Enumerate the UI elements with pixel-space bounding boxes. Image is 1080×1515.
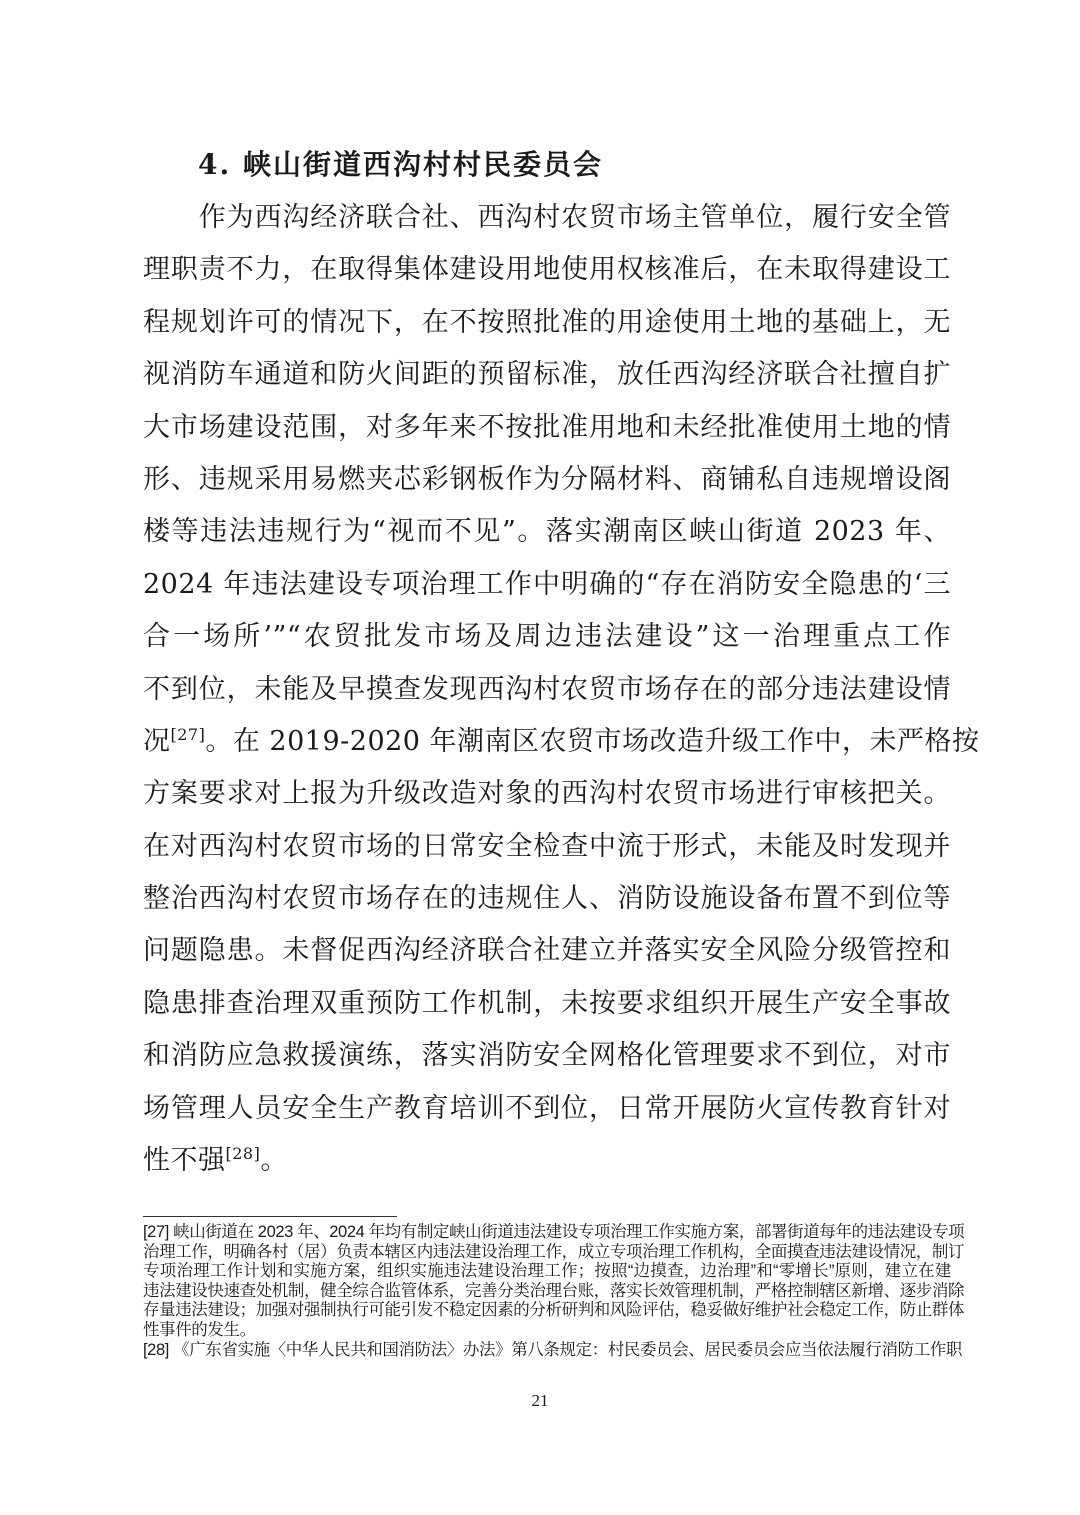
footnote-ref-28[interactable]: [28]	[225, 1144, 261, 1164]
body-line: 和消防应急救援演练，落实消防安全网格化管理要求不到位，对市	[143, 1040, 951, 1072]
body-line: 整治西沟村农贸市场存在的违规住人、消防设施设备布置不到位等	[143, 883, 951, 915]
body-line: 合一场所’”“农贸批发市场及周边违法建设”这一治理重点工作	[143, 621, 951, 653]
footnote-ref-27[interactable]: [27]	[170, 724, 206, 744]
body-line: 程规划许可的情况下，在不按照批准的用途使用土地的基础上，无	[143, 306, 951, 338]
body-text	[143, 192, 980, 1187]
body-line: 在对西沟村农贸市场的日常安全检查中流于形式，未能及时发现并	[143, 830, 951, 862]
body-line: 理职责不力，在取得集体建设用地使用权核准后，在未取得建设工	[143, 254, 951, 286]
body-line	[143, 716, 980, 768]
body-line: 场管理人员安全生产教育培训不到位，日常开展防火宣传教育针对	[143, 1092, 951, 1124]
body-line-start: 况	[143, 725, 171, 757]
body-line: 隐患排查治理双重预防工作机制，未按要求组织开展生产安全事故	[143, 987, 951, 1019]
body-line	[143, 1135, 951, 1187]
body-line-rest: 。	[260, 1145, 288, 1177]
footnotes	[143, 1223, 965, 1360]
body-line: 不到位，未能及早摸查发现西沟村农贸市场存在的部分违法建设情	[143, 673, 951, 705]
body-line: 形、违规采用易燃夹芯彩钢板作为分隔材料、商铺私自违规增设阁	[143, 463, 951, 495]
page-number: 21	[531, 1391, 549, 1410]
body-line: 方案要求对上报为升级改造对象的西沟村农贸市场进行审核把关。	[143, 778, 951, 810]
footnote-line: 治理工作，明确各村（居）负责本辖区内违法建设治理工作，成立专项治理工作机构，全面摸查违法建设情况，制订	[143, 1242, 965, 1261]
footnote-line: [27] 峡山街道在 2023 年、2024 年均有制定峡山街道违法建设专项治理工作实施方案，部署街道每年的违法建设专项	[143, 1223, 965, 1241]
footnote-line: 存量违法建设；加强对强制执行可能引发不稳定因素的分析研判和风险评估，稳妥做好维护社会稳定工作，防止群体	[143, 1301, 965, 1320]
section-heading: 4. 峡山街道西沟村村民委员会	[198, 148, 603, 181]
body-line: 问题隐患。未督促西沟经济联合社建立并落实安全风险分级管控和	[143, 935, 951, 967]
footnote-divider	[143, 1216, 397, 1217]
footnote-line: [28] 《广东省实施〈中华人民共和国消防法〉办法》第八条规定：村民委员会、居民委员会应当依法履行消防工作职	[143, 1340, 963, 1359]
body-line: 视消防车通道和防火间距的预留标准，放任西沟经济联合社擅自扩	[143, 359, 951, 391]
body-line-rest: 。在 2019-2020 年潮南区农贸市场改造升级工作中，未严格按	[205, 725, 980, 757]
body-line-start: 性不强	[143, 1145, 226, 1177]
body-line: 作为西沟经济联合社、西沟村农贸市场主管单位，履行安全管	[143, 202, 951, 233]
footnote-line: 专项治理工作计划和实施方案，组织实施违法建设治理工作；按照“边摸查，边治理”和“零增长”原则，建立在建	[143, 1262, 951, 1281]
footnote-line: 性事件的发生。	[143, 1320, 256, 1339]
footnote-line: 违法建设快速查处机制，健全综合监管体系，完善分类治理台账，落实长效管理机制，严格控制辖区新增、逐步消除	[143, 1281, 965, 1300]
body-line: 大市场建设范围，对多年来不按批准用地和未经批准使用土地的情	[143, 411, 951, 443]
body-line: 2024 年违法建设专项治理工作中明确的“存在消防安全隐患的‘三	[143, 568, 951, 600]
body-line: 楼等违法违规行为“视而不见”。落实潮南区峡山街道 2023 年、	[143, 516, 951, 548]
